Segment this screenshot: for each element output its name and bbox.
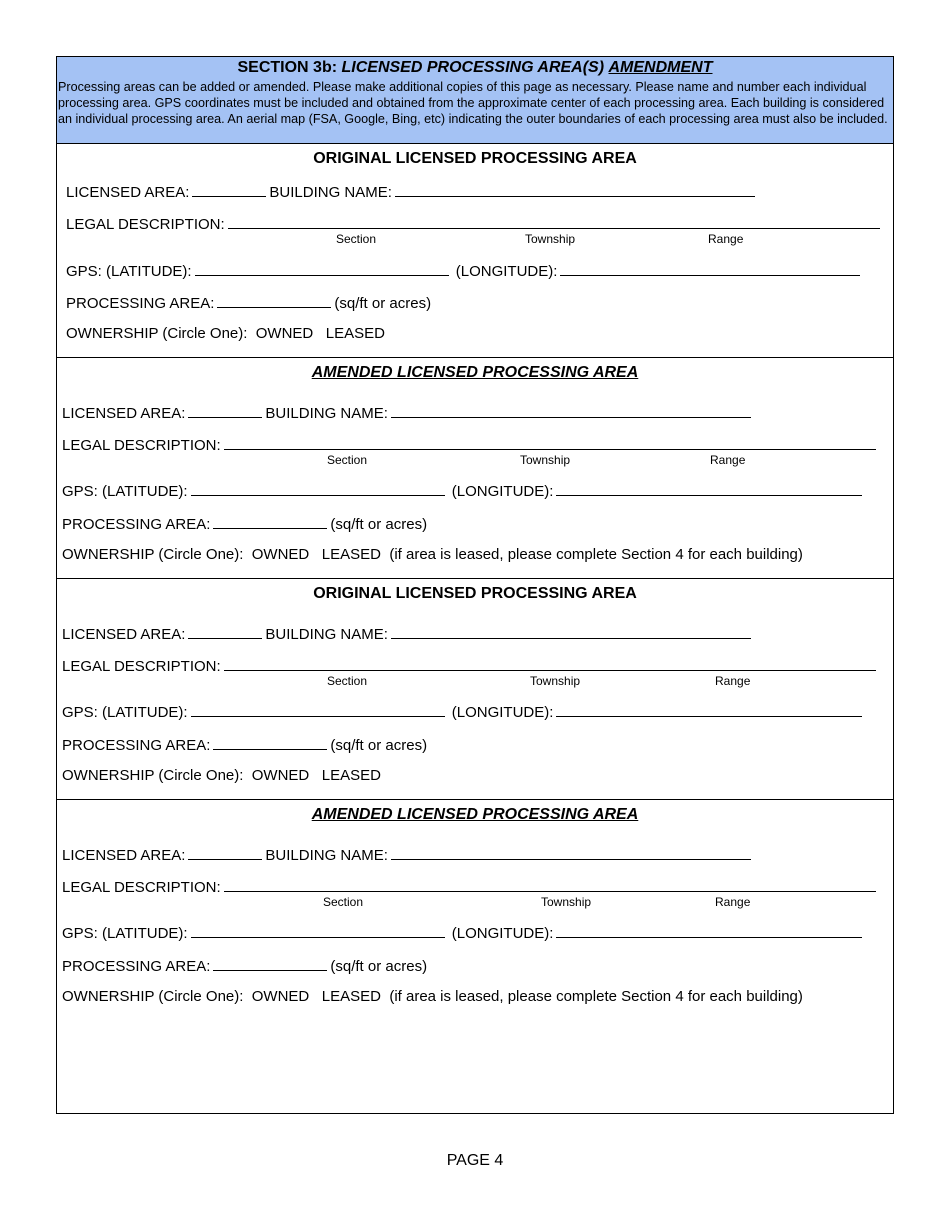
gps-row: GPS: (LATITUDE): (LONGITUDE): bbox=[62, 481, 865, 500]
title-italic: LICENSED PROCESSING AREA(S) bbox=[341, 59, 605, 76]
licensed-area-field[interactable] bbox=[192, 182, 266, 197]
section-title bbox=[57, 59, 893, 77]
leased-note: (if area is leased, please complete Section 4 for each building) bbox=[389, 546, 803, 563]
legal-description-row: LEGAL DESCRIPTION: bbox=[62, 877, 879, 896]
processing-area-field[interactable] bbox=[217, 293, 331, 308]
section-heading: AMENDED LICENSED PROCESSING AREA bbox=[311, 364, 639, 381]
owned-option[interactable]: OWNED bbox=[251, 988, 310, 1005]
leased-option[interactable]: LEASED bbox=[321, 767, 381, 784]
licensed-area-row: LICENSED AREA: BUILDING NAME: bbox=[66, 182, 758, 201]
sub-label-township: Township bbox=[520, 453, 571, 467]
leased-note: (if area is leased, please complete Section 4 for each building) bbox=[389, 988, 803, 1005]
building-name-field[interactable] bbox=[395, 182, 755, 197]
leased-option[interactable]: LEASED bbox=[321, 546, 381, 563]
longitude-field[interactable] bbox=[556, 481, 862, 496]
section-header bbox=[57, 57, 893, 144]
licensed-area-row: LICENSED AREA: BUILDING NAME: bbox=[62, 403, 754, 422]
processing-area-field[interactable] bbox=[213, 956, 327, 971]
ownership-row: OWNERSHIP (Circle One): OWNED LEASED bbox=[62, 767, 381, 784]
instructions-text: Processing areas can be added or amended. Please make additional copies of this page as necessary. Please name and number each individual processing area. GPS coordinates must be included and obtained from the approximate center of each processing area. Each building is considered an individual processing area. An aerial map (FSA, Google, Bing, etc) indicating the outer boundaries of each processing area must also be included. bbox=[58, 80, 888, 126]
legal-description-field[interactable] bbox=[224, 877, 876, 892]
sub-label-section: Section bbox=[327, 674, 368, 688]
section-label: SECTION 3b: bbox=[237, 59, 338, 76]
leased-option[interactable]: LEASED bbox=[325, 325, 385, 342]
form-box bbox=[56, 56, 894, 1114]
page-number: PAGE 4 bbox=[446, 1152, 504, 1169]
amended-area-1 bbox=[57, 358, 893, 579]
building-name-field[interactable] bbox=[391, 403, 751, 418]
original-area-1 bbox=[57, 144, 893, 358]
licensed-area-field[interactable] bbox=[188, 624, 262, 639]
leased-option[interactable]: LEASED bbox=[321, 988, 381, 1005]
processing-area-row: PROCESSING AREA: (sq/ft or acres) bbox=[62, 737, 428, 754]
gps-row: GPS: (LATITUDE): (LONGITUDE): bbox=[62, 923, 865, 942]
longitude-field[interactable] bbox=[556, 923, 862, 938]
sub-label-section: Section bbox=[323, 895, 364, 909]
processing-area-row: PROCESSING AREA: (sq/ft or acres) bbox=[66, 295, 432, 312]
sub-label-section: Section bbox=[327, 453, 368, 467]
legal-description-row: LEGAL DESCRIPTION: bbox=[62, 656, 879, 675]
processing-area-row: PROCESSING AREA: (sq/ft or acres) bbox=[62, 958, 428, 975]
sub-label-township: Township bbox=[541, 895, 592, 909]
licensed-area-field[interactable] bbox=[188, 845, 262, 860]
longitude-field[interactable] bbox=[556, 702, 862, 717]
processing-area-row: PROCESSING AREA: (sq/ft or acres) bbox=[62, 516, 428, 533]
original-area-2 bbox=[57, 579, 893, 800]
building-name-field[interactable] bbox=[391, 624, 751, 639]
licensed-area-row: LICENSED AREA: BUILDING NAME: bbox=[62, 845, 754, 864]
latitude-field[interactable] bbox=[191, 481, 445, 496]
ownership-row: OWNERSHIP (Circle One): OWNED LEASED bbox=[66, 325, 385, 342]
building-name-field[interactable] bbox=[391, 845, 751, 860]
ownership-row: OWNERSHIP (Circle One): OWNED LEASED (if area is leased, please complete Section 4 for each building) bbox=[62, 988, 803, 1005]
legal-description-row: LEGAL DESCRIPTION: bbox=[62, 435, 879, 454]
sub-label-range: Range bbox=[710, 453, 746, 467]
amended-area-2 bbox=[57, 800, 893, 1110]
legal-description-field[interactable] bbox=[224, 656, 876, 671]
processing-area-field[interactable] bbox=[213, 514, 327, 529]
sub-label-range: Range bbox=[715, 674, 751, 688]
section-heading: ORIGINAL LICENSED PROCESSING AREA bbox=[313, 150, 637, 167]
legal-description-field[interactable] bbox=[228, 214, 880, 229]
sub-label-range: Range bbox=[715, 895, 751, 909]
owned-option[interactable]: OWNED bbox=[255, 325, 314, 342]
legal-description-row: LEGAL DESCRIPTION: bbox=[66, 214, 883, 233]
sub-label-township: Township bbox=[530, 674, 581, 688]
licensed-area-field[interactable] bbox=[188, 403, 262, 418]
section-heading: ORIGINAL LICENSED PROCESSING AREA bbox=[313, 585, 637, 602]
owned-option[interactable]: OWNED bbox=[251, 767, 310, 784]
processing-area-field[interactable] bbox=[213, 735, 327, 750]
latitude-field[interactable] bbox=[195, 261, 449, 276]
latitude-field[interactable] bbox=[191, 923, 445, 938]
sub-label-range: Range bbox=[708, 232, 744, 246]
sub-label-township: Township bbox=[525, 232, 576, 246]
legal-description-field[interactable] bbox=[224, 435, 876, 450]
gps-row: GPS: (LATITUDE): (LONGITUDE): bbox=[62, 702, 865, 721]
title-underlined: AMENDMENT bbox=[608, 59, 713, 76]
latitude-field[interactable] bbox=[191, 702, 445, 717]
longitude-field[interactable] bbox=[560, 261, 860, 276]
section-heading: AMENDED LICENSED PROCESSING AREA bbox=[311, 806, 639, 823]
sub-label-section: Section bbox=[336, 232, 377, 246]
owned-option[interactable]: OWNED bbox=[251, 546, 310, 563]
gps-row: GPS: (LATITUDE): (LONGITUDE): bbox=[66, 261, 863, 280]
ownership-row: OWNERSHIP (Circle One): OWNED LEASED (if area is leased, please complete Section 4 for each building) bbox=[62, 546, 803, 563]
licensed-area-row: LICENSED AREA: BUILDING NAME: bbox=[62, 624, 754, 643]
